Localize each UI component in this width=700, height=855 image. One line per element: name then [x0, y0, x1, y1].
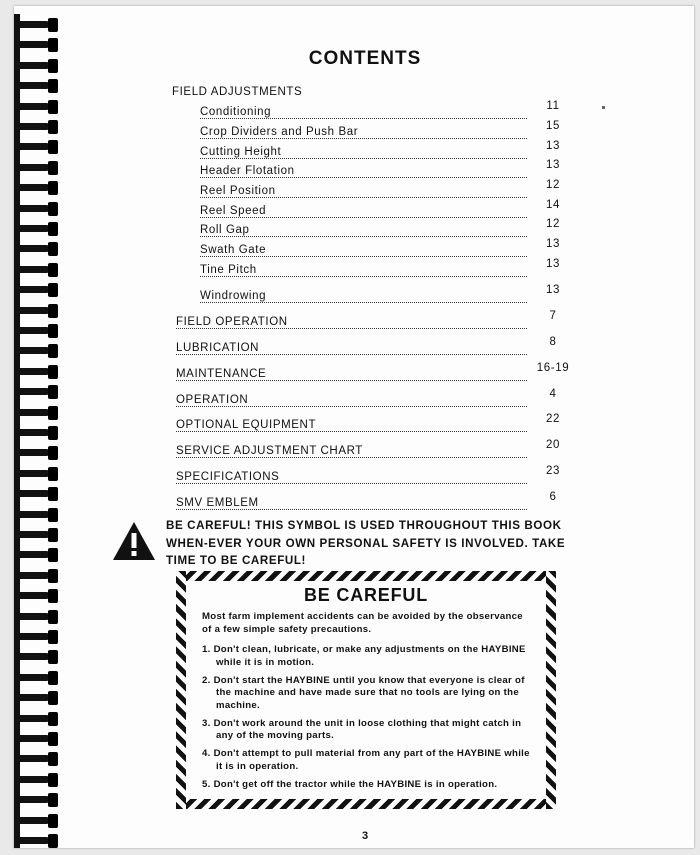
toc-entry-page: 7: [549, 310, 557, 322]
toc-entry: [176, 362, 620, 386]
binding-ring: [14, 365, 64, 379]
toc-entry-page: 12: [546, 218, 560, 230]
binding-ring: [14, 202, 64, 216]
binding-ring: [14, 263, 64, 277]
binding-ring: [14, 161, 64, 175]
toc-entry-label: SERVICE ADJUSTMENT CHART: [176, 445, 367, 457]
toc-entry: [176, 491, 620, 515]
binding-ring: [14, 548, 64, 562]
binding-ring: [14, 406, 64, 420]
binding-ring: [14, 793, 64, 807]
binding-ring: [14, 752, 64, 766]
binding-ring: [14, 569, 64, 583]
binding-ring: [14, 120, 64, 134]
binding-ring: [14, 712, 64, 726]
toc-entry-label: FIELD OPERATION: [176, 316, 292, 328]
toc-entry-label: Conditioning: [200, 106, 275, 118]
safety-rule: 4. Don't attempt to pull material from any part of the HAYBINE while it is in operation.: [202, 748, 530, 772]
toc-entry-page: 13: [546, 140, 560, 152]
binding-ring: [14, 100, 64, 114]
be-careful-intro: Most farm implement accidents can be avoided by the observance of a few simple safety precautions.: [202, 611, 523, 635]
toc-entry-label: Header Flotation: [200, 165, 299, 177]
safety-rules-list: [202, 644, 536, 797]
binding-ring: [14, 630, 64, 644]
binding-ring: [14, 732, 64, 746]
page-number: 3: [362, 830, 369, 842]
toc-entry-page: 13: [546, 258, 560, 270]
toc-entry-label: SMV EMBLEM: [176, 497, 263, 509]
binding-ring: [14, 304, 64, 318]
binding-ring: [14, 140, 64, 154]
toc-entry-page: 11: [546, 100, 560, 112]
binding-ring: [14, 528, 64, 542]
toc-entry-label: Swath Gate: [200, 244, 270, 256]
toc-entry-page: 13: [546, 238, 560, 250]
toc-entry-page: 12: [546, 179, 560, 191]
toc-entry: [176, 310, 620, 334]
toc-entry-label: Roll Gap: [200, 224, 254, 236]
toc-entry-page: 23: [546, 465, 560, 477]
toc-entry-page: 16-19: [536, 362, 570, 374]
toc-entry-label: SPECIFICATIONS: [176, 471, 283, 483]
binding-ring: [14, 59, 64, 73]
binding-ring: [14, 222, 64, 236]
toc-entry-label: FIELD ADJUSTMENTS: [172, 86, 306, 98]
binding-ring: [14, 467, 64, 481]
toc-entry-label: Reel Speed: [200, 205, 270, 217]
binding-ring: [14, 691, 64, 705]
toc-entry-page: 6: [549, 491, 557, 503]
binding-ring: [14, 426, 64, 440]
toc-entry-page: 22: [546, 413, 560, 425]
binding-ring: [14, 385, 64, 399]
binding-ring: [14, 242, 64, 256]
toc-entry-page: 4: [549, 388, 557, 400]
toc-entry-page: 20: [546, 439, 560, 451]
toc-entry-label: OPERATION: [176, 394, 252, 406]
binding-ring: [14, 834, 64, 848]
binding-ring: [14, 18, 64, 32]
binding-ring: [14, 650, 64, 664]
be-careful-title: BE CAREFUL: [304, 585, 428, 605]
binding-ring: [14, 79, 64, 93]
binding-ring: [14, 508, 64, 522]
binding-ring: [14, 589, 64, 603]
toc-entry: [200, 258, 620, 282]
binding-ring: [14, 487, 64, 501]
binding-ring: [14, 446, 64, 460]
binding-ring: [14, 344, 64, 358]
toc-entry-label: LUBRICATION: [176, 342, 263, 354]
spiral-binding: [14, 14, 64, 848]
toc-entry-page: 13: [546, 284, 560, 296]
toc-entry-label: MAINTENANCE: [176, 368, 270, 380]
toc-entry-label: Cutting Height: [200, 146, 285, 158]
toc-entry: [176, 439, 620, 463]
binding-ring: [14, 773, 64, 787]
hazard-border-top: [176, 571, 556, 581]
hazard-border-bottom: [176, 799, 556, 809]
binding-ring: [14, 610, 64, 624]
be-careful-box: [176, 571, 556, 809]
binding-ring: [14, 38, 64, 52]
hazard-border-right: [546, 571, 556, 809]
toc-entry-label: OPTIONAL EQUIPMENT: [176, 419, 320, 431]
binding-ring: [14, 283, 64, 297]
safety-rule: 5. Don't get off the tractor while the HAYBINE is in operation.: [202, 778, 498, 790]
toc-entry: [200, 284, 620, 308]
safety-rule: 1. Don't clean, lubricate, or make any adjustments on the HAYBINE while it is in motion.: [202, 644, 526, 668]
toc-entry-page: 15: [546, 120, 560, 132]
toc-entry: [176, 465, 620, 489]
toc-entry-page: 8: [549, 336, 557, 348]
safety-rule: 2. Don't start the HAYBINE until you know that everyone is clear of the machine and have made sure that no tools are lying on the machine.: [202, 674, 525, 711]
toc-entry-label: Reel Position: [200, 185, 280, 197]
safety-symbol-notice: BE CAREFUL! THIS SYMBOL IS USED THROUGHOUT THIS BOOK WHEN-EVER YOUR OWN PERSONAL SAFETY IS INVOLVED. TAKE TIME TO BE CAREFUL!: [166, 519, 566, 567]
toc-entry: [176, 413, 620, 437]
binding-ring: [14, 671, 64, 685]
safety-rule: 3. Don't work around the unit in loose clothing that might catch in any of the moving parts.: [202, 717, 522, 742]
binding-ring: [14, 814, 64, 828]
toc-entry-label: Windrowing: [200, 290, 270, 302]
toc-entry-label: Tine Pitch: [200, 264, 261, 276]
toc-entry-page: 13: [546, 159, 560, 171]
exclamation-triangle-icon: [112, 520, 156, 562]
toc-entry: [176, 336, 620, 360]
binding-ring: [14, 181, 64, 195]
toc-entry: [176, 388, 620, 412]
toc-entry-page: 14: [546, 199, 560, 211]
toc-entry-label: Crop Dividers and Push Bar: [200, 126, 362, 138]
hazard-border-left: [176, 571, 186, 809]
page-title: CONTENTS: [308, 48, 422, 69]
binding-ring: [14, 324, 64, 338]
